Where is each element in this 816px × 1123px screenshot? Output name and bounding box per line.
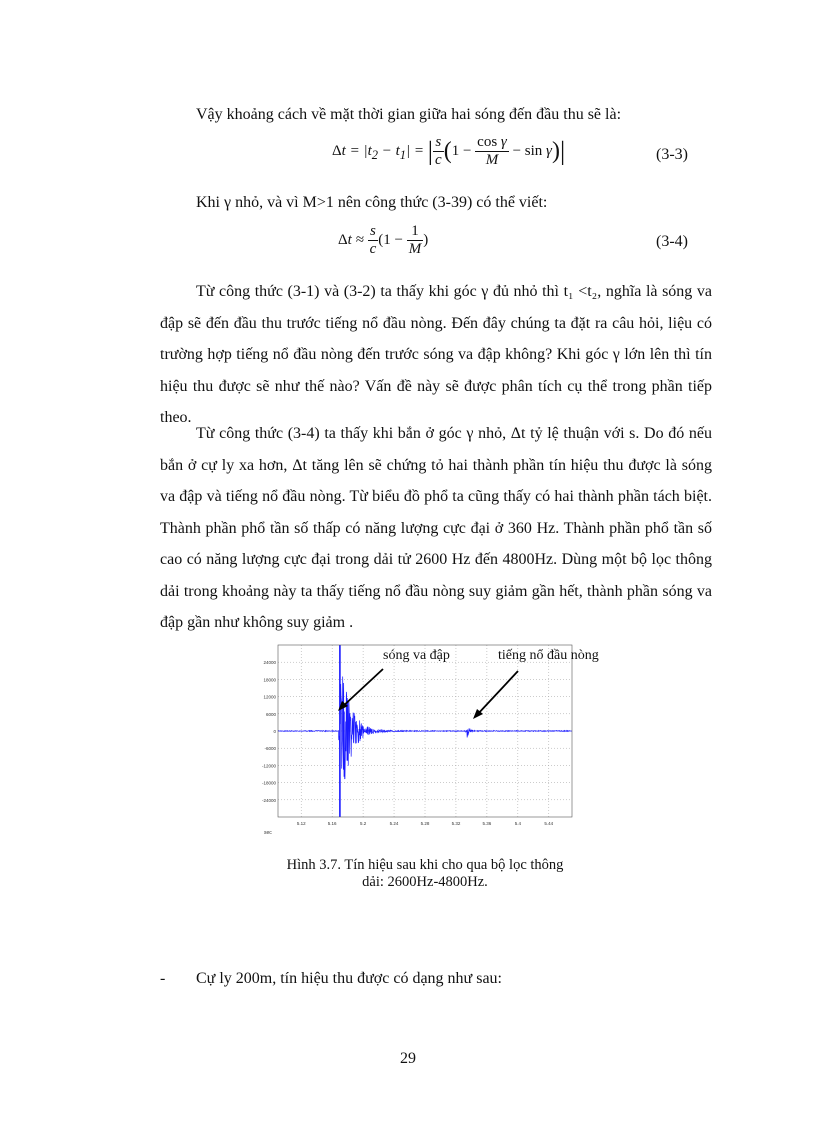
x-tick-label: 5.32 (451, 821, 461, 826)
y-tick-label: -12000 (261, 763, 276, 769)
equation-3-3-number: (3-3) (656, 146, 688, 163)
y-tick-label: 0 (273, 729, 276, 734)
x-unit-label: sec (264, 830, 272, 836)
y-tick-label: -6000 (264, 746, 276, 752)
figure-caption (250, 857, 600, 891)
x-tick-label: 5.12 (296, 821, 306, 826)
annotation-muzzle-blast: tiếng nổ đầu nòng (498, 648, 599, 663)
arrow-shockwave (341, 669, 383, 708)
x-tick-label: 5.2 (359, 821, 367, 826)
y-tick-label: -24000 (261, 797, 276, 803)
x-tick-label: 5.44 (544, 821, 554, 826)
paragraph-filter: Từ công thức (3-4) ta thấy khi bắn ở góc γ nhỏ, Δt tỷ lệ thuận với s. Do đó nếu bắn ở cự ly xa hơn, Δt tăng lên sẽ chứng tỏ hai thành phần tín hiệu thu được là sóng va đập và tiếng nổ đầu nòng. Từ biểu đồ phổ ta cũng thấy có hai thành phần tách biệt. Thành phần phổ tần số thấp có năng lượng cực đại ở 360 Hz. Thành phần phổ tần số cao có năng lượng cực đại trong dải tử 2600 Hz đến 4800Hz. Dùng một bộ lọc thông dải trong khoảng này ta thấy tiếng nổ đầu nòng suy giảm gần hết, thành phần sóng va đập gần như không suy giảm . (160, 425, 712, 631)
signal-line (278, 677, 572, 779)
x-tick-label: 5.4 (514, 821, 521, 826)
page-number: 29 (400, 1050, 416, 1067)
signal-chart (258, 640, 618, 845)
arrow-muzzle (476, 671, 518, 716)
bullet-text: Cự ly 200m, tín hiệu thu được có dạng như sau: (196, 970, 502, 987)
y-tick-label: 24000 (263, 660, 276, 666)
x-tick-labels (297, 821, 554, 826)
signal-series (278, 645, 572, 817)
equation-3-3: $\Delta t = |t_2 - t_1|$ = | $\frac{s}{c}$ (1 − $\frac{\text{cos γ}}{M}$ − sin γ)| (332, 134, 566, 168)
y-tick-label: -18000 (261, 780, 276, 786)
x-tick-label: 5.28 (420, 821, 430, 826)
annotation-shockwave: sóng va đập (383, 648, 450, 663)
x-tick-label: 5.24 (389, 821, 399, 826)
paragraph-small-angle: Khi γ nhỏ, và vì M>1 nên công thức (3-39) có thể viết: (196, 194, 548, 211)
x-tick-label: 5.36 (482, 821, 492, 826)
paragraph-intro: Vậy khoảng cách về mặt thời gian giữa hai sóng đến đầu thu sẽ là: (196, 106, 622, 123)
x-tick-label: 5.16 (327, 821, 337, 826)
figure (258, 640, 618, 845)
y-tick-labels (262, 660, 277, 803)
paragraph-analysis: Từ công thức (3-1) và (3-2) ta thấy khi góc γ đủ nhỏ thì t₁ <t₂, nghĩa là sóng va đập sẽ đến đầu thu trước tiếng nổ đầu nòng. Đến đây chúng ta đặt ra câu hỏi, liệu có trường hợp tiếng nổ đầu nòng đến trước sóng va đập không? Khi góc γ lớn lên thì tín hiệu thu được sẽ như thế nào? Vấn đề này sẽ được phân tích cụ thể trong phần tiếp theo. (160, 283, 712, 426)
y-tick-label: 12000 (263, 694, 276, 700)
equation-3-4: Δt ≈ $\frac{s}{c}$ (1 − $\frac{1}{M}$ ) (338, 223, 429, 257)
caption-line-2: dải: 2600Hz-4800Hz. (362, 874, 488, 890)
y-tick-label: 6000 (265, 711, 276, 717)
caption-line-1: Hình 3.7. Tín hiệu sau khi cho qua bộ lọc thông (286, 857, 564, 873)
bullet-dash: - (160, 970, 166, 987)
y-tick-label: 18000 (263, 677, 276, 683)
equation-3-4-number: (3-4) (656, 233, 688, 250)
